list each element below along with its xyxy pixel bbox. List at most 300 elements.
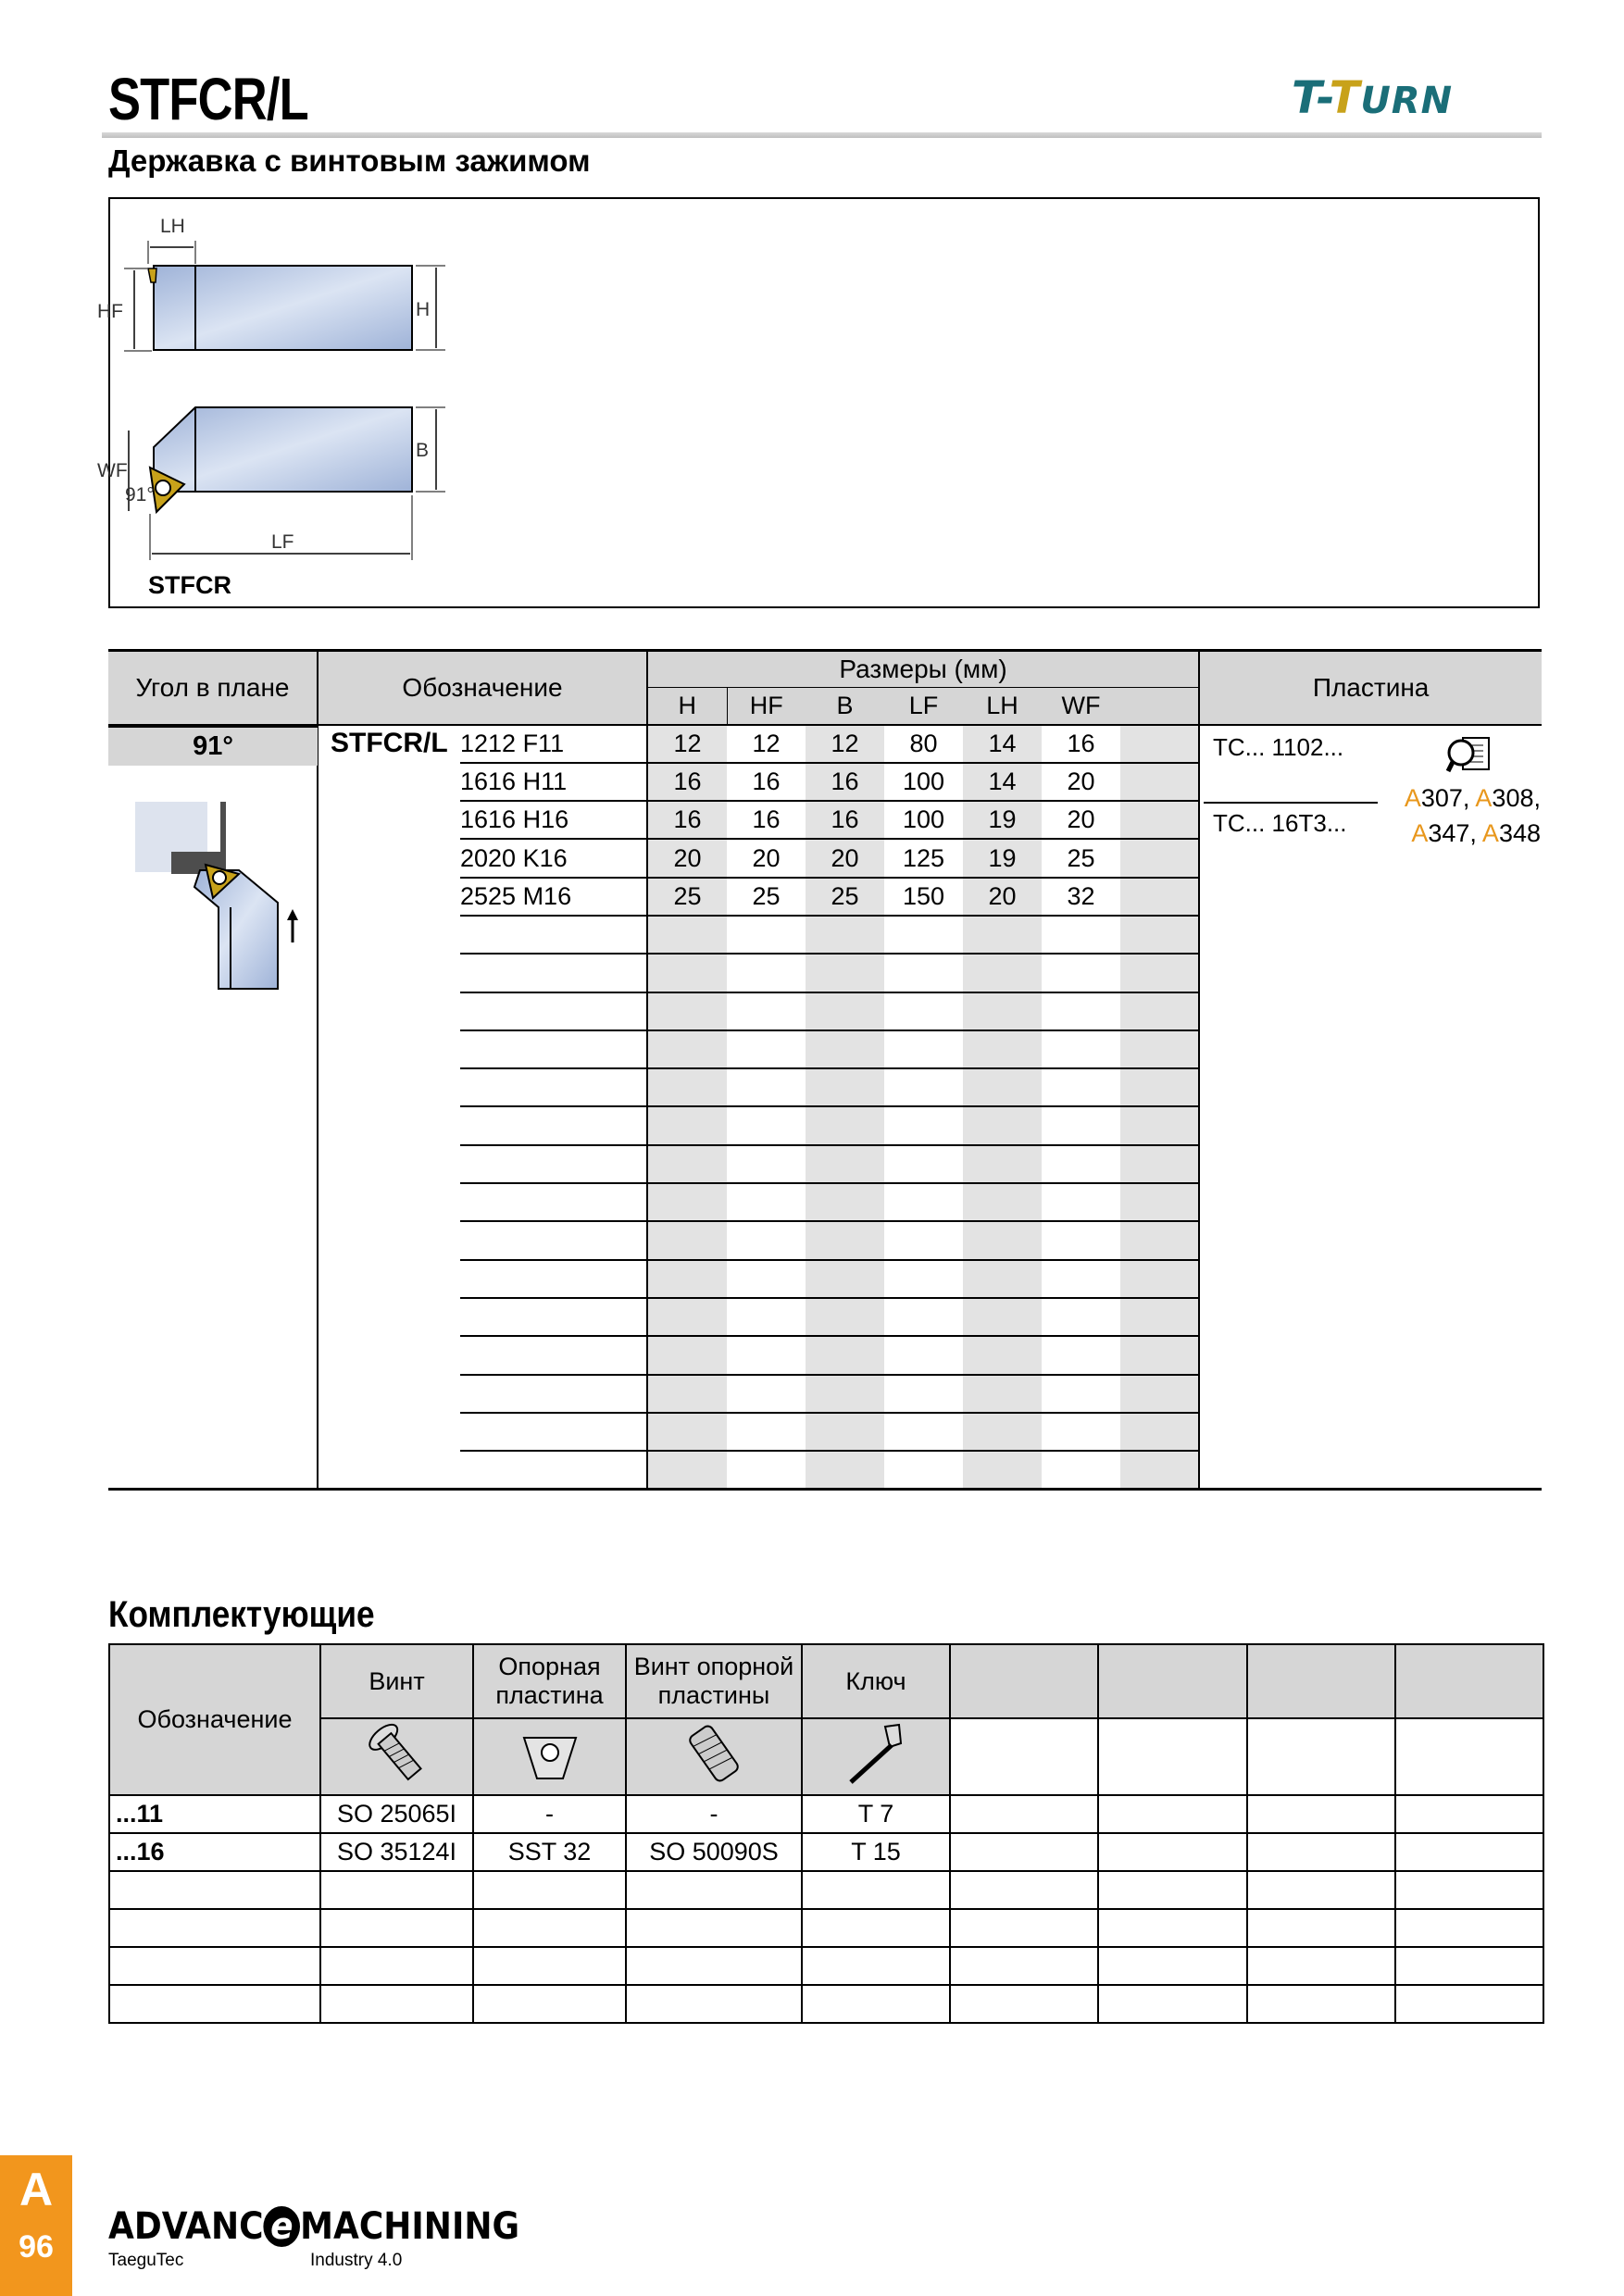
dim-wf-cell — [1042, 1298, 1120, 1336]
accessory-key: T 15 — [802, 1833, 950, 1871]
page-number: 96 — [19, 2229, 54, 2265]
empty-row — [108, 954, 1542, 992]
empty-row — [108, 1145, 1542, 1183]
dim-hf-cell — [727, 1413, 806, 1451]
angle-label: 91° — [125, 484, 155, 505]
dim-blank-cell — [1120, 1451, 1199, 1489]
dim-blank-cell — [1120, 1260, 1199, 1298]
dim-h-cell — [647, 1260, 727, 1298]
dim-lh-cell — [963, 1375, 1042, 1413]
section-letter: A — [19, 2164, 54, 2215]
dim-lh-cell: 14 — [963, 725, 1042, 763]
dim-blank-cell — [1120, 1221, 1199, 1259]
shim-icon-cell — [473, 1718, 626, 1795]
dim-blank-cell — [1120, 1183, 1199, 1221]
accessory-row — [109, 1795, 1543, 1833]
dim-lf-cell — [884, 1336, 963, 1374]
header-dimensions: Размеры (мм) — [647, 651, 1199, 688]
catalog-reference-icon[interactable] — [1446, 736, 1493, 775]
accessory-code: ...16 — [109, 1833, 320, 1871]
accessory-empty-cell — [1395, 1795, 1543, 1833]
dim-wf-cell — [1042, 1451, 1120, 1489]
acc-empty-cell — [1098, 1718, 1247, 1795]
dim-hf-cell — [727, 1106, 806, 1144]
empty-row — [108, 1183, 1542, 1221]
dim-hf-cell — [727, 1030, 806, 1068]
dim-h-cell — [647, 992, 727, 1030]
series-cell — [318, 801, 460, 839]
dim-hf-cell: 12 — [727, 725, 806, 763]
accessory-empty-cell — [1247, 1947, 1395, 1985]
page-refs[interactable]: A307, A308, A347, A348 — [1404, 784, 1541, 847]
acc-header-screw: Винт — [320, 1644, 473, 1718]
accessory-empty-cell — [1098, 1795, 1247, 1833]
dim-label-lh: LH — [160, 216, 185, 237]
empty-row — [108, 1298, 1542, 1336]
dim-header-lf: LF — [884, 688, 963, 725]
dim-label-b: B — [416, 440, 430, 461]
empty-row — [109, 1985, 1543, 2023]
dim-h-cell — [647, 1298, 727, 1336]
series-cell — [318, 839, 460, 877]
accessory-key — [802, 1909, 950, 1947]
accessory-empty-cell — [1247, 1985, 1395, 2023]
dim-hf-cell: 16 — [727, 763, 806, 801]
insert-cell — [1199, 1298, 1542, 1336]
dim-h-cell — [647, 954, 727, 992]
acc-header-empty — [1098, 1644, 1247, 1718]
accessories-table — [108, 1643, 1544, 2024]
dim-lf-cell — [884, 1145, 963, 1183]
accessory-shim: - — [473, 1795, 626, 1833]
dim-b-cell: 16 — [806, 801, 884, 839]
accessory-shim-screw — [626, 1947, 802, 1985]
screw-icon — [360, 1719, 434, 1788]
dim-hf-cell — [727, 1260, 806, 1298]
angle-cell — [108, 1375, 318, 1413]
designation-code — [460, 1336, 647, 1374]
accessory-code — [109, 1947, 320, 1985]
dim-b-cell: 12 — [806, 725, 884, 763]
designation-code — [460, 1413, 647, 1451]
accessory-screw — [320, 1985, 473, 2023]
series-cell — [318, 1336, 460, 1374]
designation-code — [460, 1375, 647, 1413]
accessory-empty-cell — [1098, 1909, 1247, 1947]
designation-code — [460, 954, 647, 992]
dim-wf-cell — [1042, 1030, 1120, 1068]
designation-code — [460, 1068, 647, 1106]
screw-icon-cell — [320, 1718, 473, 1795]
empty-row — [108, 1336, 1542, 1374]
dim-header-b: B — [806, 688, 884, 725]
accessory-empty-cell — [1247, 1871, 1395, 1909]
insert-cell — [1199, 1068, 1542, 1106]
dim-h-cell — [647, 1221, 727, 1259]
dim-lh-cell: 19 — [963, 801, 1042, 839]
shim-icon — [513, 1719, 587, 1788]
dim-lh-cell — [963, 1183, 1042, 1221]
series-cell — [318, 1030, 460, 1068]
acc-header-shim-screw: Винт опорной пластины — [626, 1644, 802, 1718]
dim-b-cell — [806, 992, 884, 1030]
holder-top-body — [154, 407, 412, 492]
dim-h-cell — [647, 1030, 727, 1068]
dim-lf-cell — [884, 1413, 963, 1451]
dim-hf-cell — [727, 916, 806, 954]
dim-b-cell — [806, 1221, 884, 1259]
insert-cell — [1199, 1183, 1542, 1221]
acc-empty-cell — [1247, 1718, 1395, 1795]
designation-code: 2020 K16 — [460, 839, 647, 877]
accessory-shim: SST 32 — [473, 1833, 626, 1871]
accessory-shim-screw: SO 50090S — [626, 1833, 802, 1871]
dim-label-hf: HF — [97, 301, 123, 322]
empty-row — [109, 1871, 1543, 1909]
dim-lf-cell — [884, 1298, 963, 1336]
dim-wf-cell — [1042, 1375, 1120, 1413]
dim-b-cell — [806, 916, 884, 954]
accessory-empty-cell — [950, 1909, 1098, 1947]
ref-prefix: A — [1481, 819, 1499, 847]
designation-code — [460, 1183, 647, 1221]
dim-b-cell — [806, 1145, 884, 1183]
dim-wf-cell — [1042, 992, 1120, 1030]
dim-lf-cell — [884, 954, 963, 992]
dim-header-lh: LH — [963, 688, 1042, 725]
accessory-empty-cell — [1098, 1871, 1247, 1909]
accessory-empty-cell — [1395, 1909, 1543, 1947]
acc-header-key: Ключ — [802, 1644, 950, 1718]
angle-cell — [108, 1221, 318, 1259]
series-cell — [318, 1413, 460, 1451]
accessory-screw: SO 25065I — [320, 1795, 473, 1833]
angle-cell — [108, 1030, 318, 1068]
accessory-code — [109, 1871, 320, 1909]
key-icon-cell — [802, 1718, 950, 1795]
dim-lf-cell — [884, 1451, 963, 1489]
dim-wf-cell: 16 — [1042, 725, 1120, 763]
accessory-empty-cell — [950, 1795, 1098, 1833]
series-cell — [318, 1221, 460, 1259]
dim-b-cell — [806, 1106, 884, 1144]
accessory-empty-cell — [1098, 1947, 1247, 1985]
accessory-empty-cell — [1395, 1985, 1543, 2023]
dim-wf-cell — [1042, 1183, 1120, 1221]
empty-row — [109, 1909, 1543, 1947]
designation-code — [460, 1221, 647, 1259]
dim-b-cell — [806, 954, 884, 992]
dim-lh-cell — [963, 992, 1042, 1030]
header-designation: Обозначение — [318, 651, 647, 725]
series-cell — [318, 1106, 460, 1144]
dim-hf-cell — [727, 1298, 806, 1336]
accessory-empty-cell — [950, 1985, 1098, 2023]
empty-row — [108, 992, 1542, 1030]
dim-blank-cell — [1120, 1413, 1199, 1451]
dim-blank-cell — [1120, 992, 1199, 1030]
dim-lf-cell — [884, 1260, 963, 1298]
accessory-shim-screw: - — [626, 1795, 802, 1833]
brand-right: MACHINING — [300, 2205, 520, 2248]
insert-cell — [1199, 1145, 1542, 1183]
series-cell — [318, 992, 460, 1030]
designation-code: 1212 F11 — [460, 725, 647, 763]
page-subtitle: Державка с винтовым зажимом — [108, 144, 591, 178]
dim-h-cell: 16 — [647, 801, 727, 839]
angle-cell — [108, 1183, 318, 1221]
dim-label-h: H — [416, 299, 431, 320]
insert-cell — [1199, 916, 1542, 954]
brand-e: e — [264, 2206, 301, 2247]
acc-header-shim: Опорная пластина — [473, 1644, 626, 1718]
section-tab — [0, 2155, 72, 2296]
empty-row — [108, 1030, 1542, 1068]
series-cell — [318, 1451, 460, 1489]
dim-wf-cell — [1042, 916, 1120, 954]
dim-h-cell — [647, 1413, 727, 1451]
key-icon — [834, 1719, 918, 1788]
designation-code — [460, 1030, 647, 1068]
dim-blank-cell — [1120, 839, 1199, 877]
dim-h-cell — [647, 1375, 727, 1413]
dim-blank-cell — [1120, 878, 1199, 916]
dim-blank-cell — [1120, 916, 1199, 954]
dim-lh-cell — [963, 1413, 1042, 1451]
insert-cell — [1199, 878, 1542, 916]
dim-wf-cell: 32 — [1042, 878, 1120, 916]
accessory-empty-cell — [950, 1871, 1098, 1909]
dim-h-cell: 25 — [647, 878, 727, 916]
dim-h-cell — [647, 1106, 727, 1144]
dim-hf-cell — [727, 1375, 806, 1413]
acc-header-empty — [1247, 1644, 1395, 1718]
accessory-shim — [473, 1871, 626, 1909]
series-cell — [318, 1375, 460, 1413]
insert-side — [148, 268, 156, 282]
brand-logo — [1292, 72, 1453, 124]
dim-lh-cell — [963, 1106, 1042, 1144]
accessory-empty-cell — [1395, 1947, 1543, 1985]
insert-cell — [1199, 1336, 1542, 1374]
dim-b-cell: 16 — [806, 763, 884, 801]
dim-blank-cell — [1120, 1068, 1199, 1106]
empty-row — [108, 1068, 1542, 1106]
ref-4: 348 — [1498, 819, 1541, 847]
dim-b-cell: 25 — [806, 878, 884, 916]
acc-empty-cell — [950, 1718, 1098, 1795]
dim-wf-cell: 25 — [1042, 839, 1120, 877]
insert-cell — [1199, 1413, 1542, 1451]
dim-b-cell — [806, 1183, 884, 1221]
header-angle: Угол в плане — [108, 651, 318, 725]
insert-cell — [1199, 992, 1542, 1030]
designation-code — [460, 1106, 647, 1144]
series-cell — [318, 954, 460, 992]
dim-lh-cell — [963, 1145, 1042, 1183]
dim-blank-cell — [1120, 763, 1199, 801]
designation-code — [460, 1145, 647, 1183]
dim-lf-cell: 150 — [884, 878, 963, 916]
accessory-screw — [320, 1909, 473, 1947]
dim-wf-cell — [1042, 1145, 1120, 1183]
empty-row — [108, 1221, 1542, 1259]
dim-h-cell — [647, 1183, 727, 1221]
accessory-key — [802, 1871, 950, 1909]
dim-hf-cell — [727, 1145, 806, 1183]
dim-hf-cell — [727, 1336, 806, 1374]
dim-wf-cell — [1042, 1068, 1120, 1106]
accessory-empty-cell — [1247, 1833, 1395, 1871]
dim-hf-cell — [727, 992, 806, 1030]
dim-blank-cell — [1120, 1106, 1199, 1144]
accessory-shim — [473, 1985, 626, 2023]
accessory-code — [109, 1985, 320, 2023]
dim-lh-cell — [963, 1030, 1042, 1068]
accessory-row — [109, 1833, 1543, 1871]
angle-cell — [108, 1106, 318, 1144]
dim-blank-cell — [1120, 954, 1199, 992]
dim-lh-cell — [963, 916, 1042, 954]
designation-code: 1616 H11 — [460, 763, 647, 801]
accessory-shim — [473, 1947, 626, 1985]
brand-left: ADVANC — [108, 2205, 264, 2248]
insert-cell — [1199, 1260, 1542, 1298]
dim-h-cell: 12 — [647, 725, 727, 763]
dim-h-cell: 16 — [647, 763, 727, 801]
empty-row — [108, 916, 1542, 954]
dim-hf-cell — [727, 1451, 806, 1489]
dim-lf-cell — [884, 916, 963, 954]
brand-slogan — [108, 2205, 519, 2248]
dim-lf-cell — [884, 992, 963, 1030]
dim-lf-cell: 100 — [884, 763, 963, 801]
insert-cell — [1199, 1221, 1542, 1259]
header-insert: Пластина — [1199, 651, 1542, 725]
table-row — [108, 839, 1542, 877]
empty-row — [108, 1106, 1542, 1144]
dim-b-cell — [806, 1260, 884, 1298]
ref-2: 308 — [1492, 784, 1534, 812]
designation-code — [460, 916, 647, 954]
dim-b-cell — [806, 1336, 884, 1374]
dim-h-cell — [647, 916, 727, 954]
page-title: STFCR/L — [108, 66, 308, 132]
empty-row — [108, 1375, 1542, 1413]
dim-blank-cell — [1120, 1298, 1199, 1336]
dim-b-cell — [806, 1068, 884, 1106]
accessory-code — [109, 1909, 320, 1947]
dim-b-cell — [806, 1451, 884, 1489]
dim-hf-cell: 20 — [727, 839, 806, 877]
drawing-svg — [97, 199, 1542, 610]
brand-tagline: Industry 4.0 — [310, 2251, 403, 2270]
dim-header-hf: HF — [727, 688, 806, 725]
insert-cell — [1199, 1030, 1542, 1068]
dim-lf-cell: 100 — [884, 801, 963, 839]
dim-lh-cell — [963, 1451, 1042, 1489]
accessory-screw: SO 35124I — [320, 1833, 473, 1871]
dim-header-wf: WF — [1042, 688, 1120, 725]
dim-lh-cell — [963, 954, 1042, 992]
accessory-empty-cell — [1395, 1833, 1543, 1871]
title-rule — [102, 132, 1542, 138]
designation-code — [460, 992, 647, 1030]
dim-hf-cell — [727, 1221, 806, 1259]
designation-code — [460, 1451, 647, 1489]
dim-b-cell — [806, 1413, 884, 1451]
accessory-empty-cell — [1247, 1909, 1395, 1947]
dim-lh-cell: 19 — [963, 839, 1042, 877]
accessory-key — [802, 1947, 950, 1985]
dim-label-wf: WF — [97, 460, 128, 481]
accessory-key: T 7 — [802, 1795, 950, 1833]
table-row — [108, 763, 1542, 801]
insert-divider — [1204, 802, 1378, 804]
angle-cell — [108, 1336, 318, 1374]
dim-lh-cell — [963, 1221, 1042, 1259]
dim-label-lf: LF — [271, 531, 294, 553]
dim-lf-cell: 125 — [884, 839, 963, 877]
dim-lf-cell — [884, 1375, 963, 1413]
dim-wf-cell — [1042, 1106, 1120, 1144]
series-cell — [318, 1260, 460, 1298]
dim-lh-cell: 20 — [963, 878, 1042, 916]
insert-ref-2: TC... 16T3... — [1213, 809, 1347, 837]
series-cell — [318, 1183, 460, 1221]
designation-code: 2525 M16 — [460, 878, 647, 916]
dim-lf-cell — [884, 1068, 963, 1106]
shim-screw-icon-cell — [626, 1718, 802, 1795]
dim-header-h: H — [647, 688, 727, 725]
acc-header-designation: Обозначение — [109, 1644, 320, 1795]
dim-lf-cell — [884, 1221, 963, 1259]
angle-cell — [108, 1298, 318, 1336]
logo-part-1: T- — [1292, 72, 1330, 124]
ref-prefix: A — [1404, 784, 1421, 812]
empty-row — [109, 1947, 1543, 1985]
accessories-title: Комплектующие — [108, 1594, 375, 1635]
dim-h-cell — [647, 1336, 727, 1374]
dim-lh-cell — [963, 1260, 1042, 1298]
dim-header-blank — [1120, 688, 1199, 725]
dim-wf-cell — [1042, 1336, 1120, 1374]
series-cell — [318, 916, 460, 954]
dim-h-cell — [647, 1145, 727, 1183]
dim-h-cell: 20 — [647, 839, 727, 877]
accessory-empty-cell — [1247, 1795, 1395, 1833]
dim-wf-cell: 20 — [1042, 801, 1120, 839]
dim-wf-cell — [1042, 1260, 1120, 1298]
dim-lh-cell — [963, 1336, 1042, 1374]
dim-blank-cell — [1120, 801, 1199, 839]
insert-cell — [1199, 954, 1542, 992]
drawing-caption: STFCR — [148, 571, 231, 599]
logo-part-2: T — [1329, 72, 1361, 124]
accessory-shim-screw — [626, 1871, 802, 1909]
angle-cell — [108, 1413, 318, 1451]
dim-h-cell — [647, 1068, 727, 1106]
dim-hf-cell — [727, 1183, 806, 1221]
holder-side-body — [154, 266, 412, 350]
dim-h-cell — [647, 1451, 727, 1489]
dim-hf-cell: 25 — [727, 878, 806, 916]
dim-b-cell — [806, 1375, 884, 1413]
dim-b-cell: 20 — [806, 839, 884, 877]
dim-wf-cell: 20 — [1042, 763, 1120, 801]
angle-cell — [108, 1145, 318, 1183]
accessory-empty-cell — [1098, 1833, 1247, 1871]
